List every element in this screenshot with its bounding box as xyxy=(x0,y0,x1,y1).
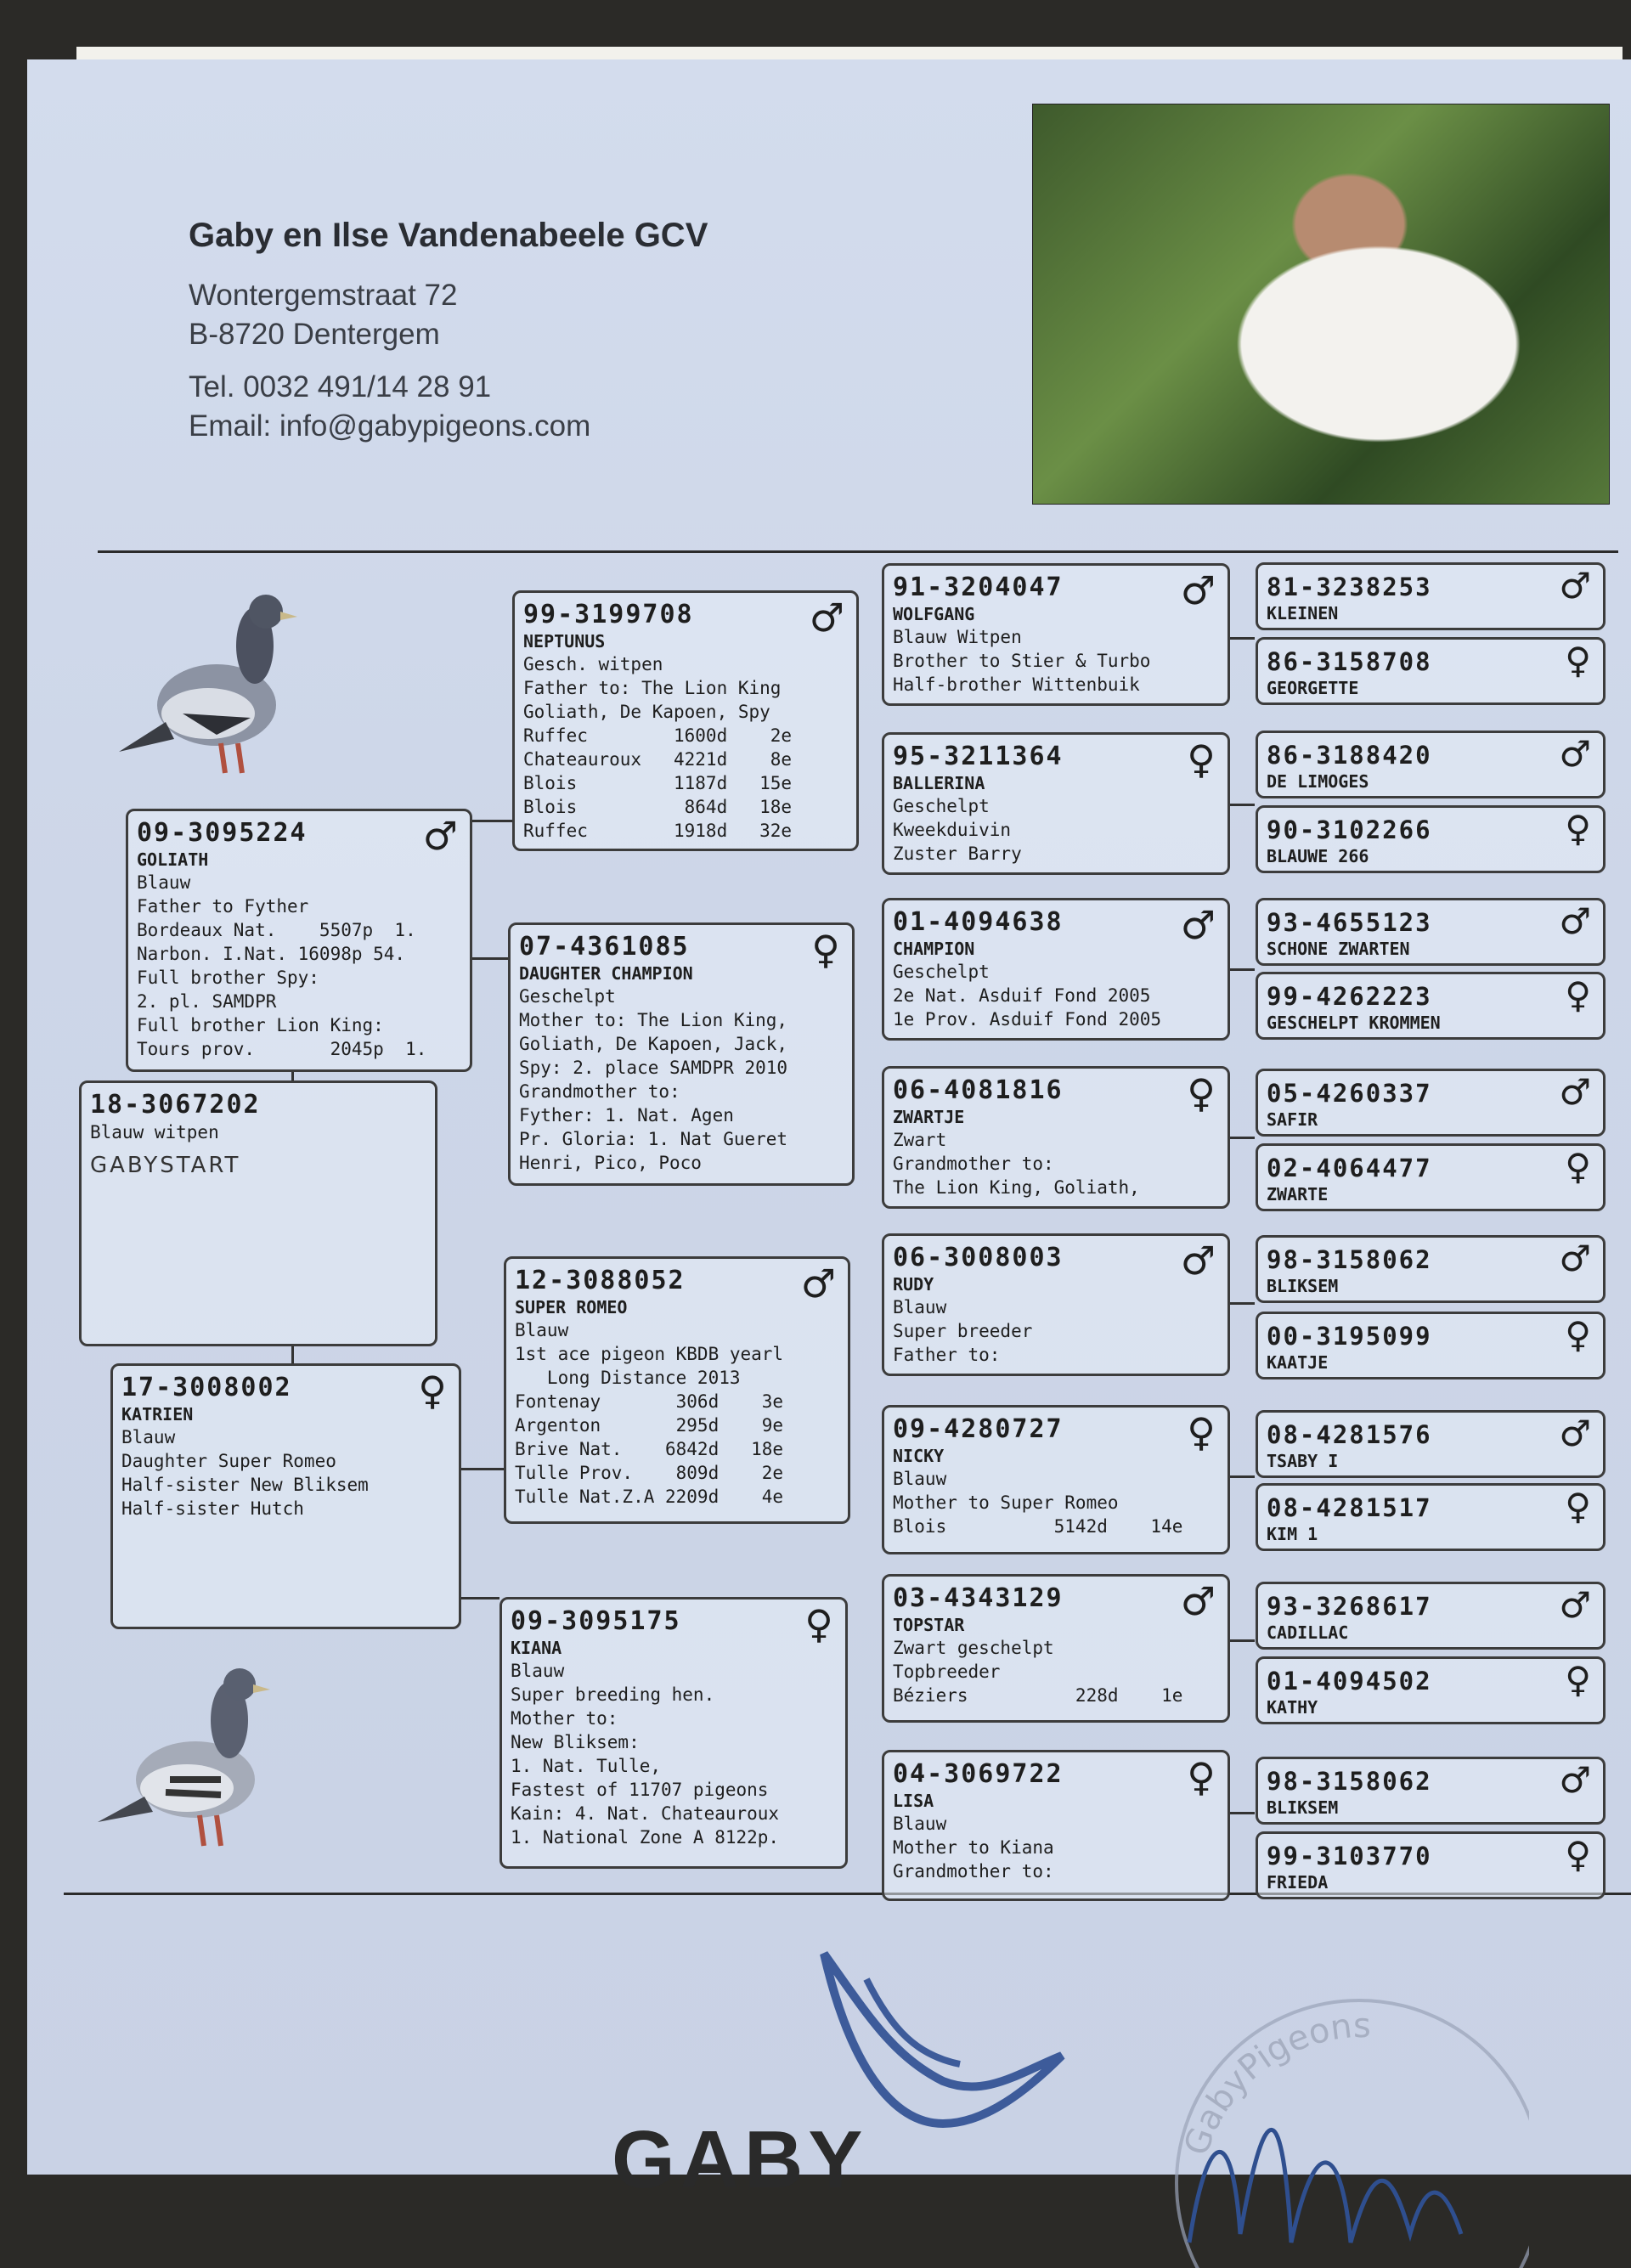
connector xyxy=(1229,804,1255,806)
pigeon-info-line: Blauw xyxy=(511,1661,565,1681)
ring-number: 99-3103770 xyxy=(1267,1842,1432,1870)
gen4-pigeon-card xyxy=(1256,1143,1606,1211)
pigeon-info-line: Grandmother to: xyxy=(893,1861,1054,1882)
pigeon-info-line: Tulle Prov. 809d 2e xyxy=(515,1463,784,1483)
pigeon-name: SUPER ROMEO xyxy=(515,1297,628,1317)
ring-number: 86-3188420 xyxy=(1267,741,1432,770)
pigeon-name: DAUGHTER CHAMPION xyxy=(519,963,693,984)
gen2-pigeon-card xyxy=(499,1597,848,1869)
ring-number: 17-3008002 xyxy=(121,1373,292,1402)
pigeon-name: LISA xyxy=(893,1791,934,1811)
pigeon-info-line: Long Distance 2013 xyxy=(515,1368,741,1388)
gen4-pigeon-card xyxy=(1256,731,1606,798)
ring-number: 95-3211364 xyxy=(893,742,1064,771)
connector xyxy=(1229,968,1255,971)
male-symbol-icon: ♂ xyxy=(1559,900,1591,942)
connector xyxy=(291,1345,294,1363)
gen3-pigeon-card xyxy=(882,1233,1230,1376)
gen4-pigeon-card xyxy=(1256,1410,1606,1478)
ring-number: 99-3199708 xyxy=(523,600,694,629)
pigeon-name: KATHY xyxy=(1267,1697,1318,1718)
pigeon-info-line: Béziers 228d 1e xyxy=(893,1685,1183,1706)
gen1-pigeon-card xyxy=(126,809,472,1072)
pigeon-info-line: Henri, Pico, Poco xyxy=(519,1153,702,1173)
pigeon-top-icon xyxy=(115,578,319,790)
ring-number: 06-3008003 xyxy=(893,1243,1064,1272)
pigeon-name: GESCHELPT KROMMEN xyxy=(1267,1013,1441,1033)
pigeon-name: ZWARTE xyxy=(1267,1184,1329,1205)
male-symbol-icon: ♂ xyxy=(1559,1413,1591,1454)
pigeon-info-line: 1. National Zone A 8122p. xyxy=(511,1827,780,1848)
female-symbol-icon: ♀ xyxy=(804,1601,833,1647)
pigeon-name: BLIKSEM xyxy=(1267,1797,1339,1818)
female-symbol-icon: ♀ xyxy=(1565,974,1591,1016)
female-symbol-icon: ♀ xyxy=(1565,640,1591,681)
ring-number: 03-4343129 xyxy=(893,1583,1064,1613)
pigeon-name: GEORGETTE xyxy=(1267,678,1359,698)
pigeon-name: SCHONE ZWARTEN xyxy=(1267,939,1410,959)
pigeon-info-line: 1st ace pigeon KBDB yearl xyxy=(515,1344,784,1364)
pigeon-name: WOLFGANG xyxy=(893,604,975,624)
ring-number: 90-3102266 xyxy=(1267,815,1432,844)
pigeon-info-line: Fyther: 1. Nat. Agen xyxy=(519,1105,734,1126)
pigeon-name: BLAUWE 266 xyxy=(1267,846,1369,866)
male-symbol-icon: ♂ xyxy=(422,813,458,859)
pigeon-info-line: Fontenay 306d 3e xyxy=(515,1391,784,1412)
svg-text:GabyPigeons: GabyPigeons xyxy=(1177,2006,1371,2161)
ring-number: 08-4281576 xyxy=(1267,1420,1432,1449)
female-symbol-icon: ♀ xyxy=(1565,1834,1591,1876)
pigeon-info-line: Full brother Lion King: xyxy=(137,1015,384,1035)
ring-number: 12-3088052 xyxy=(515,1266,686,1295)
connector xyxy=(1229,1137,1255,1139)
pigeon-name: ZWARTJE xyxy=(893,1107,965,1127)
female-symbol-icon: ♀ xyxy=(1565,1486,1591,1527)
pigeon-info-line: Grandmother to: xyxy=(519,1081,680,1102)
male-symbol-icon: ♂ xyxy=(1559,565,1591,606)
male-symbol-icon: ♂ xyxy=(800,1261,836,1306)
pigeon-name: DE LIMOGES xyxy=(1267,771,1369,792)
ring-number: 09-4280727 xyxy=(893,1414,1064,1444)
pigeon-info-line: Full brother Spy: xyxy=(137,968,319,988)
male-symbol-icon: ♂ xyxy=(1180,1238,1216,1284)
pigeon-info-line: Mother to Kiana xyxy=(893,1837,1054,1858)
ring-number: 81-3238253 xyxy=(1267,573,1432,601)
pigeon-info-line: Brive Nat. 6842d 18e xyxy=(515,1439,784,1459)
gen1-pigeon-card xyxy=(110,1363,461,1629)
gen4-pigeon-card xyxy=(1256,805,1606,873)
pigeon-name: TSABY I xyxy=(1267,1451,1339,1471)
connector xyxy=(1229,1475,1255,1478)
connector xyxy=(461,1597,499,1599)
pigeon-info-line: Chateauroux 4221d 8e xyxy=(523,749,793,770)
gen2-pigeon-card xyxy=(504,1256,850,1524)
ring-number: 00-3195099 xyxy=(1267,1322,1432,1351)
male-symbol-icon: ♂ xyxy=(1180,567,1216,613)
female-symbol-icon: ♀ xyxy=(1187,1409,1216,1455)
pigeon-name: SAFIR xyxy=(1267,1109,1318,1130)
female-symbol-icon: ♀ xyxy=(1565,1146,1591,1188)
pigeon-name: BLIKSEM xyxy=(1267,1276,1339,1296)
pigeon-info-line: Blauw xyxy=(893,1469,947,1489)
pigeon-info-line: Zwart geschelpt xyxy=(893,1638,1054,1658)
female-symbol-icon: ♀ xyxy=(1565,1314,1591,1356)
pigeon-info-line: Super breeding hen. xyxy=(511,1684,715,1705)
breeder-photo xyxy=(1032,104,1610,505)
male-symbol-icon: ♂ xyxy=(809,595,844,640)
gen4-pigeon-card xyxy=(1256,1483,1606,1551)
pigeon-info-line: Super breeder xyxy=(893,1321,1033,1341)
ring-number: 99-4262223 xyxy=(1267,982,1432,1011)
ring-number: 91-3204047 xyxy=(893,573,1064,602)
pigeon-name: FRIEDA xyxy=(1267,1872,1329,1893)
subject-card xyxy=(79,1080,437,1346)
pigeon-info-line: Bordeaux Nat. 5507p 1. xyxy=(137,920,416,940)
gen4-pigeon-card xyxy=(1256,1656,1606,1724)
pigeon-info-line: Father to: The Lion King xyxy=(523,678,782,698)
breeder-street: Wontergemstraat 72 xyxy=(189,279,458,312)
gen2-pigeon-card xyxy=(512,590,859,851)
male-symbol-icon: ♂ xyxy=(1559,1584,1591,1626)
pigeon-info-line: New Bliksem: xyxy=(511,1732,640,1752)
pigeon-info-line: Pr. Gloria: 1. Nat Gueret xyxy=(519,1129,788,1149)
pigeon-name: BALLERINA xyxy=(893,773,985,793)
pigeon-info-line: Gesch. witpen xyxy=(523,654,663,674)
pigeon-info-line: Half-sister Hutch xyxy=(121,1498,304,1519)
pigeon-name: KIANA xyxy=(511,1638,562,1658)
pigeon-name: KAATJE xyxy=(1267,1352,1329,1373)
pigeon-name: CHAMPION xyxy=(893,939,975,959)
pigeon-info-line: Tulle Nat.Z.A 2209d 4e xyxy=(515,1487,784,1507)
brand-logo-text: GABY xyxy=(612,2114,868,2205)
gen3-pigeon-card xyxy=(882,563,1230,706)
gen3-pigeon-card xyxy=(882,898,1230,1041)
pigeon-info-line: Mother to Super Romeo xyxy=(893,1492,1119,1513)
breeder-name: Gaby en Ilse Vandenabeele GCV xyxy=(189,217,708,254)
ring-number: 07-4361085 xyxy=(519,932,690,962)
pigeon-info-line: Father to: xyxy=(893,1345,1001,1365)
gen4-pigeon-card xyxy=(1256,898,1606,966)
pigeon-info-line: Goliath, De Kapoen, Spy xyxy=(523,702,770,722)
gen4-pigeon-card xyxy=(1256,1757,1606,1825)
gen4-pigeon-card xyxy=(1256,972,1606,1040)
pigeon-info-line: Blauw xyxy=(893,1814,947,1834)
pigeon-info-line: Daughter Super Romeo xyxy=(121,1451,336,1471)
female-symbol-icon: ♀ xyxy=(811,927,840,973)
connector xyxy=(1229,1639,1255,1642)
pigeon-name: RUDY xyxy=(893,1274,934,1295)
female-symbol-icon: ♀ xyxy=(1187,1754,1216,1800)
pigeon-info-line: Ruffec 1918d 32e xyxy=(523,821,793,841)
gen3-pigeon-card xyxy=(882,1750,1230,1901)
pigeon-name: KIM 1 xyxy=(1267,1524,1318,1544)
gen3-pigeon-card xyxy=(882,1066,1230,1209)
gen4-pigeon-card xyxy=(1256,1582,1606,1650)
ring-number: 09-3095224 xyxy=(137,818,308,848)
pigeon-info-line: Blauw xyxy=(137,872,191,893)
pigeon-info-line: Blauw xyxy=(893,1297,947,1317)
gen4-pigeon-card xyxy=(1256,637,1606,705)
male-symbol-icon: ♂ xyxy=(1559,1071,1591,1113)
pigeon-name: KATRIEN xyxy=(121,1404,194,1425)
gen3-pigeon-card xyxy=(882,732,1230,875)
stamp-seal xyxy=(1138,1962,1529,2268)
header-rule xyxy=(98,550,1618,553)
pigeon-info-line: Zwart xyxy=(893,1130,947,1150)
breeder-city: B-8720 Dentergem xyxy=(189,318,440,351)
ring-number: 93-3268617 xyxy=(1267,1592,1432,1621)
subject-ring: 18-3067202 xyxy=(90,1090,261,1120)
ring-number: 93-4655123 xyxy=(1267,908,1432,937)
connector xyxy=(1229,1302,1255,1305)
gen3-pigeon-card xyxy=(882,1405,1230,1554)
pigeon-info-line: The Lion King, Goliath, xyxy=(893,1177,1140,1198)
pigeon-info-line: Tours prov. 2045p 1. xyxy=(137,1039,427,1059)
pigeon-name: GOLIATH xyxy=(137,849,209,870)
gen4-pigeon-card xyxy=(1256,1312,1606,1379)
ring-number: 06-4081816 xyxy=(893,1075,1064,1105)
connector xyxy=(1229,1812,1255,1814)
connector xyxy=(461,1468,504,1470)
pigeon-info-line: 1. Nat. Tulle, xyxy=(511,1756,662,1776)
male-symbol-icon: ♂ xyxy=(1180,1578,1216,1624)
pigeon-info-line: Kweekduivin xyxy=(893,820,1012,840)
ring-number: 08-4281517 xyxy=(1267,1493,1432,1522)
pigeon-info-line: Half-sister New Bliksem xyxy=(121,1475,369,1495)
ring-number: 98-3158062 xyxy=(1267,1767,1432,1796)
pigeon-name: TOPSTAR xyxy=(893,1615,965,1635)
pigeon-info-line: Blauw Witpen xyxy=(893,627,1022,647)
pigeon-info-line: 1e Prov. Asduif Fond 2005 xyxy=(893,1009,1162,1030)
pigeon-info-line: Blois 864d 18e xyxy=(523,797,793,817)
pigeon-info-line: Brother to Stier & Turbo xyxy=(893,651,1151,671)
subject-line: Blauw witpen xyxy=(90,1122,219,1142)
subject-handwritten-name: GABYSTART xyxy=(90,1153,241,1178)
pigeon-info-line: Fastest of 11707 pigeons xyxy=(511,1780,769,1800)
ring-number: 02-4064477 xyxy=(1267,1154,1432,1182)
ring-number: 01-4094502 xyxy=(1267,1667,1432,1695)
pigeon-info-line: Geschelpt xyxy=(893,796,990,816)
ring-number: 98-3158062 xyxy=(1267,1245,1432,1274)
pigeon-info-line: Grandmother to: xyxy=(893,1154,1054,1174)
pigeon-info-line: Mother to: The Lion King, xyxy=(519,1010,788,1030)
pigeon-info-line: Blois 1187d 15e xyxy=(523,773,793,793)
pigeon-info-line: Argenton 295d 9e xyxy=(515,1415,784,1436)
pigeon-bottom-icon xyxy=(93,1652,297,1865)
pigeon-info-line: Mother to: xyxy=(511,1708,618,1729)
gen4-pigeon-card xyxy=(1256,562,1606,630)
ring-number: 01-4094638 xyxy=(893,907,1064,937)
male-symbol-icon: ♂ xyxy=(1180,902,1216,948)
gen3-pigeon-card xyxy=(882,1574,1230,1723)
breeder-phone: Tel. 0032 491/14 28 91 xyxy=(189,370,492,403)
gen4-pigeon-card xyxy=(1256,1069,1606,1137)
ring-number: 86-3158708 xyxy=(1267,647,1432,676)
pigeon-info-line: Blauw xyxy=(515,1320,569,1340)
pigeon-info-line: 2e Nat. Asduif Fond 2005 xyxy=(893,985,1151,1006)
breeder-email: Email: info@gabypigeons.com xyxy=(189,409,591,443)
pigeon-info-line: Narbon. I.Nat. 16098p 54. xyxy=(137,944,406,964)
female-symbol-icon: ♀ xyxy=(1565,808,1591,849)
pigeon-info-line: Kain: 4. Nat. Chateauroux xyxy=(511,1803,780,1824)
connector xyxy=(470,820,512,822)
pigeon-info-line: Geschelpt xyxy=(893,962,990,982)
pigeon-name: KLEINEN xyxy=(1267,603,1339,623)
pigeon-info-line: Spy: 2. place SAMDPR 2010 xyxy=(519,1058,788,1078)
pigeon-info-line: Father to Fyther xyxy=(137,896,309,917)
pigeon-info-line: Geschelpt xyxy=(519,986,616,1007)
female-symbol-icon: ♀ xyxy=(1565,1659,1591,1701)
pigeon-info-line: Blauw xyxy=(121,1427,176,1447)
male-symbol-icon: ♂ xyxy=(1559,733,1591,775)
gen4-pigeon-card xyxy=(1256,1831,1606,1899)
connector xyxy=(470,957,508,960)
pigeon-info-line: Goliath, De Kapoen, Jack, xyxy=(519,1034,788,1054)
male-symbol-icon: ♂ xyxy=(1559,1238,1591,1279)
pigeon-name: NEPTUNUS xyxy=(523,631,606,652)
pigeon-name: NICKY xyxy=(893,1446,945,1466)
connector xyxy=(1229,637,1255,640)
pigeon-info-line: 2. pl. SAMDPR xyxy=(137,991,277,1012)
male-symbol-icon: ♂ xyxy=(1559,1759,1591,1801)
pigeon-info-line: Ruffec 1600d 2e xyxy=(523,725,793,746)
ring-number: 05-4260337 xyxy=(1267,1079,1432,1108)
gen2-pigeon-card xyxy=(508,922,855,1186)
female-symbol-icon: ♀ xyxy=(418,1368,447,1413)
ring-number: 09-3095175 xyxy=(511,1606,681,1636)
pigeon-info-line: Half-brother Wittenbuik xyxy=(893,674,1140,695)
female-symbol-icon: ♀ xyxy=(1187,1070,1216,1116)
pigeon-name: CADILLAC xyxy=(1267,1622,1349,1643)
gen4-pigeon-card xyxy=(1256,1235,1606,1303)
pigeon-info-line: Topbreeder xyxy=(893,1662,1001,1682)
ring-number: 04-3069722 xyxy=(893,1759,1064,1789)
female-symbol-icon: ♀ xyxy=(1187,736,1216,782)
pigeon-info-line: Zuster Barry xyxy=(893,843,1022,864)
pigeon-info-line: Blois 5142d 14e xyxy=(893,1516,1183,1537)
